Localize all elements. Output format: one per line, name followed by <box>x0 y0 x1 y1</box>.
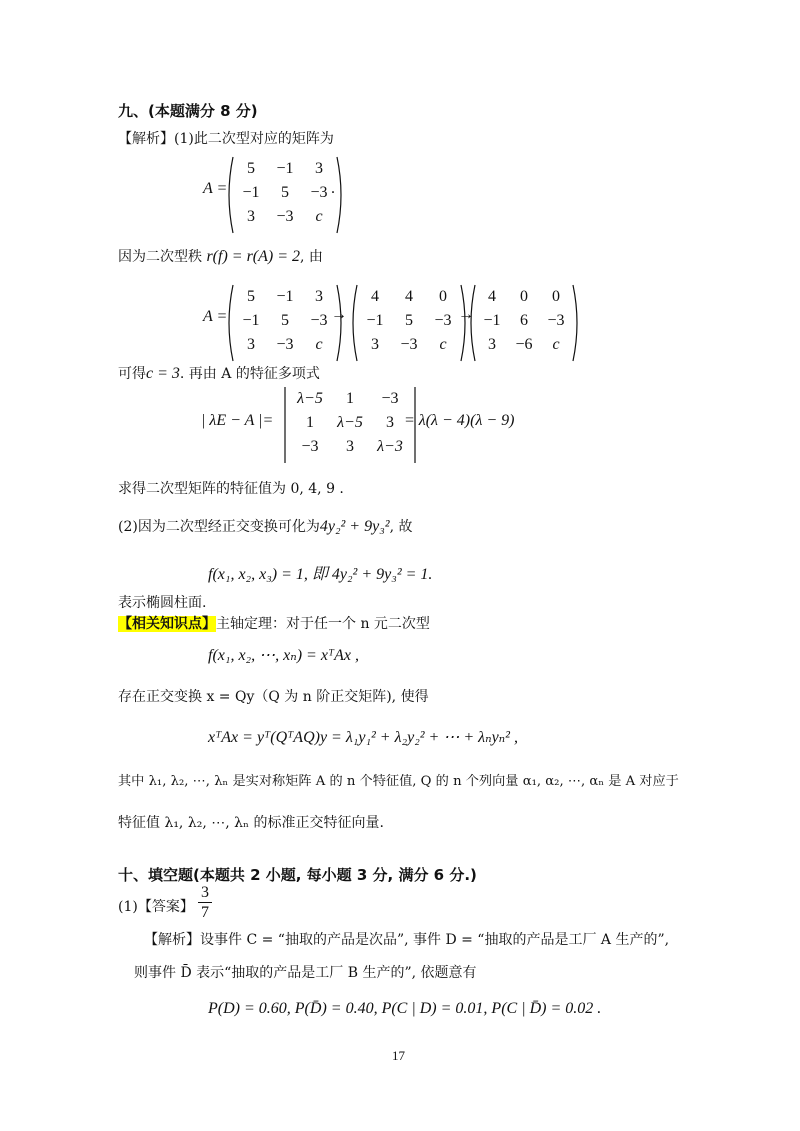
matrix-cell: −1 <box>483 312 501 329</box>
left-paren <box>353 285 357 361</box>
knowledge-line <box>118 613 430 633</box>
left-paren <box>229 285 233 361</box>
matrix-cell: λ−3 <box>377 438 403 455</box>
rank-formula: r(f) = r(A) = 2 <box>206 248 301 265</box>
transform-line: 存在正交变换 x = Qy（Q 为 n 阶正交矩阵), 使得 <box>118 689 429 705</box>
matrix-cell: −3 <box>310 184 328 201</box>
matrix-cell: −3 <box>276 208 294 225</box>
matrix-cell: c <box>439 336 447 353</box>
eigen-line: 求得二次型矩阵的特征值为 0, 4, 9 . <box>118 481 344 497</box>
analysis10-line1: 【解析】设事件 C = “抽取的产品是次品”, 事件 D = “抽取的产品是工厂 A 生产的”, <box>144 932 670 948</box>
left-paren <box>229 157 233 233</box>
c-suffix: . 再由 A 的特征多项式 <box>179 366 320 382</box>
c-prefix: 可得 <box>118 366 146 382</box>
analysis10-line2: 则事件 D̄ 表示“抽取的产品是工厂 B 生产的”, 依题意有 <box>134 965 477 981</box>
matrix-cell: −3 <box>310 312 328 329</box>
matrix-cell: 0 <box>439 288 447 305</box>
matrix-cell: 6 <box>520 312 528 329</box>
matrix-cell: −1 <box>276 160 294 177</box>
rank-line <box>118 246 323 266</box>
matrix-cell: −3 <box>547 312 565 329</box>
part2-prefix: (2)因为二次型经正交变换可化为 <box>118 519 320 535</box>
eigen-desc-line2: 特征值 λ₁, λ₂, ⋯, λₙ 的标准正交特征向量. <box>118 815 384 831</box>
determinant <box>282 386 418 464</box>
matrix-cell: 1 <box>346 390 354 407</box>
matrix-cell: 5 <box>247 160 255 177</box>
matrix-cell: 4 <box>488 288 496 305</box>
matrix-cell: −1 <box>366 312 384 329</box>
matrix-a <box>226 156 344 234</box>
part2-line <box>118 516 412 536</box>
matrix-cell: c <box>315 336 323 353</box>
knowledge-text: 主轴定理：对于任一个 n 元二次型 <box>216 616 430 632</box>
right-paren <box>337 157 341 233</box>
matrix-cell: 0 <box>520 288 528 305</box>
analysis-label: 【解析】 <box>118 131 174 147</box>
matrix-cell: 5 <box>281 184 289 201</box>
reduction-matrix-3 <box>468 284 580 362</box>
eigen-desc-line: 其中 λ₁, λ₂, ⋯, λₙ 是实对称矩阵 A 的 n 个特征值, Q 的 n 个列向量 α₁, α₂, ⋯, αₙ 是 A 对应于 <box>118 774 679 789</box>
matrix-cell: c <box>315 208 323 225</box>
answer-line <box>118 896 194 916</box>
answer-prefix: (1)【答案】 <box>118 899 194 915</box>
analysis-line1 <box>118 128 334 148</box>
matrix-cell: λ−5 <box>297 390 323 407</box>
rank-prefix: 因为二次型秩 <box>118 249 202 265</box>
arrow-2: → <box>458 306 474 323</box>
matrix-cell: 5 <box>281 312 289 329</box>
page-number: 17 <box>392 1048 405 1063</box>
matrix-cell: 0 <box>552 288 560 305</box>
matrix-cell: c <box>552 336 560 353</box>
fraction-denominator: 7 <box>201 904 209 921</box>
part2-formula: 4y₂² + 9y₃² <box>319 518 390 535</box>
c-value: c = 3 <box>146 365 180 382</box>
knowledge-eq: f(x₁, x₂, ⋯, xₙ) = xᵀAx , <box>208 647 359 664</box>
surface-line: 表示椭圆柱面. <box>118 595 207 611</box>
det-lhs: | λE − A |= <box>201 412 274 429</box>
analysis-text: (1)此二次型对应的矩阵为 <box>174 131 334 147</box>
matrix-cell: −3 <box>276 336 294 353</box>
matrix-cell: −1 <box>276 288 294 305</box>
matrix-cell: 5 <box>247 288 255 305</box>
matrix-cell: −3 <box>400 336 418 353</box>
matrix-cell: 3 <box>371 336 379 353</box>
ellipse-eq: f(x₁, x₂, x₃) = 1, 即 4y₂² + 9y₃² = 1. <box>208 566 433 583</box>
reduction-matrix-2 <box>350 284 468 362</box>
part2-suffix: , 故 <box>389 519 413 535</box>
matrix-cell: 4 <box>405 288 413 305</box>
arrow-1: → <box>331 306 347 323</box>
matrix-cell: 3 <box>488 336 496 353</box>
det-result: = λ(λ − 4)(λ − 9) <box>404 412 515 429</box>
matrix-cell: −3 <box>301 438 319 455</box>
matrix-cell: 3 <box>386 414 394 431</box>
matrix-cell: −1 <box>242 184 260 201</box>
knowledge-eq2: xᵀAx = yᵀ(QᵀAQ)y = λ₁y₁² + λ₂y₂² + ⋯ + λₙyₙ² , <box>208 729 518 746</box>
matrix-a-end: . <box>331 180 335 197</box>
matrix-cell: −1 <box>242 312 260 329</box>
reduction-lhs: A = <box>203 308 228 325</box>
right-paren <box>573 285 577 361</box>
matrix-cell: −3 <box>381 390 399 407</box>
probability-eq: P(D) = 0.60, P(D̄) = 0.40, P(C | D) = 0.01, P(C | D̄) = 0.02 . <box>208 1000 602 1017</box>
matrix-cell: 3 <box>346 438 354 455</box>
section-heading-9: 九、(本题满分 8 分) <box>118 102 258 120</box>
matrix-cell: 3 <box>247 208 255 225</box>
matrix-cell: −3 <box>434 312 452 329</box>
fraction-numerator: 3 <box>198 884 212 903</box>
knowledge-label: 【相关知识点】 <box>118 616 216 632</box>
matrix-cell: 3 <box>315 160 323 177</box>
left-paren <box>471 285 475 361</box>
matrix-cell: 4 <box>371 288 379 305</box>
reduction-matrix-1 <box>226 284 344 362</box>
matrix-cell: 1 <box>306 414 314 431</box>
c-line <box>118 363 320 383</box>
matrix-cell: −6 <box>515 336 533 353</box>
section-heading-10: 十、填空题(本题共 2 小题, 每小题 3 分, 满分 6 分.) <box>118 866 477 884</box>
matrix-cell: λ−5 <box>337 414 363 431</box>
fraction <box>198 884 212 923</box>
matrix-cell: 3 <box>247 336 255 353</box>
matrix-cell: 5 <box>405 312 413 329</box>
matrix-a-lhs: A = <box>203 180 228 197</box>
matrix-cell: 3 <box>315 288 323 305</box>
rank-suffix: , 由 <box>300 249 323 265</box>
